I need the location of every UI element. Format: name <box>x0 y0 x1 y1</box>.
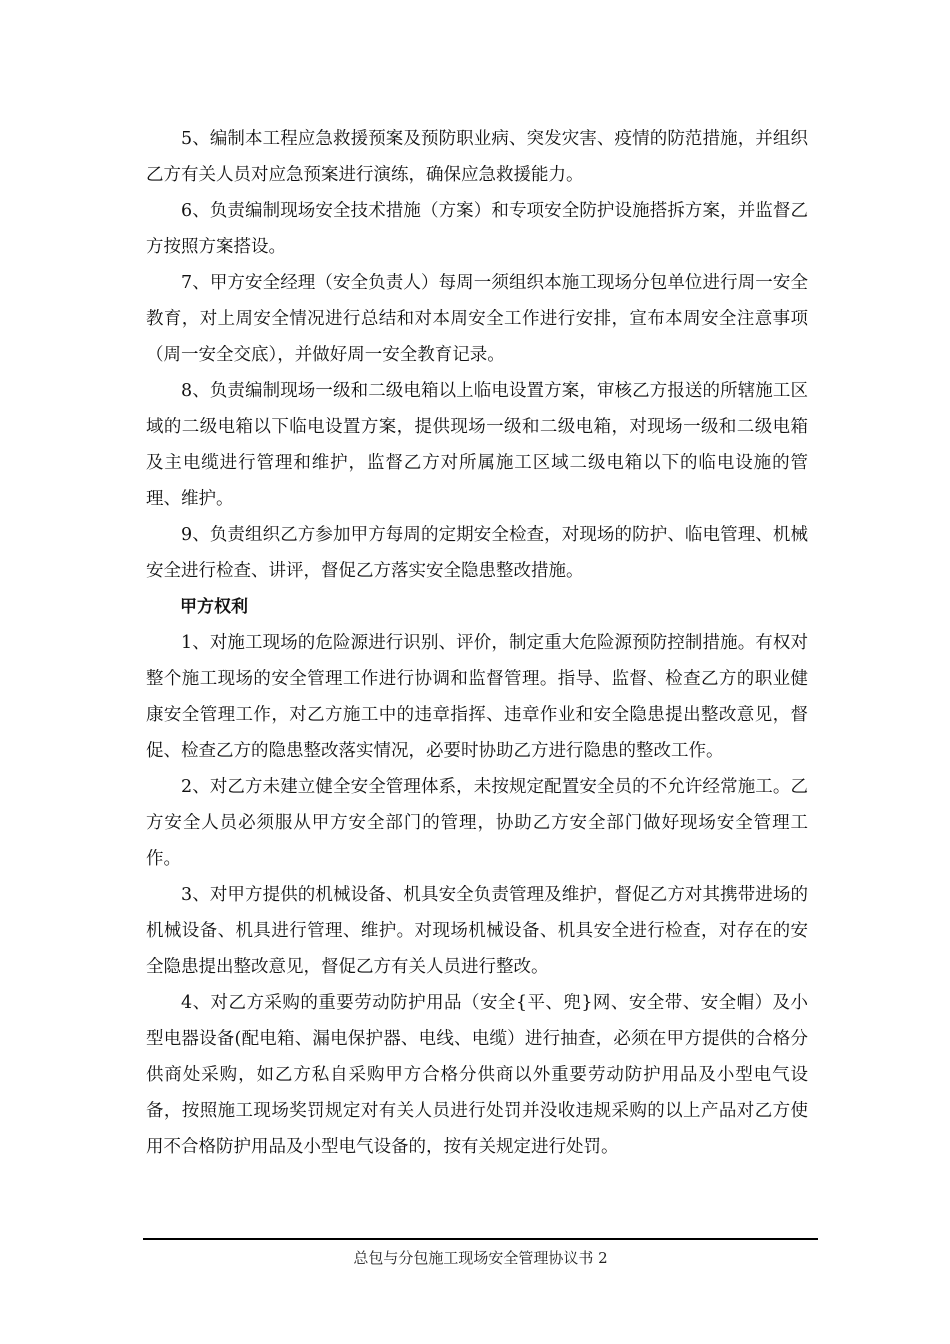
page-footer: 总包与分包施工现场安全管理协议书 2 <box>353 1249 608 1267</box>
section-heading: 甲方权利 <box>180 597 248 617</box>
rights-item-1: 1、对施工现场的危险源进行识别、评价，制定重大危险源预防控制措施。有权对整个施工现场的安全管理工作进行协调和监督管理。指导、监督、检查乙方的职业健康安全管理工作，对乙方施工中的违章指挥、违章作业和安全隐患提出整改意见，督促、检查乙方的隐患整改落实情况，必要时协助乙方进行隐患的整改工作。 <box>146 633 808 761</box>
rights-item-3: 3、对甲方提供的机械设备、机具安全负责管理及维护，督促乙方对其携带进场的机械设备、机具进行管理、维护。对现场机械设备、机具安全进行检查，对存在的安全隐患提出整改意见，督促乙方有关人员进行整改。 <box>146 885 808 977</box>
paragraph-item-8: 8、负责编制现场一级和二级电箱以上临电设置方案，审核乙方报送的所辖施工区域的二级电箱以下临电设置方案，提供现场一级和二级电箱，对现场一级和二级电箱及主电缆进行管理和维护，监督乙方对所属施工区域二级电箱以下的临电设施的管理、维护。 <box>146 381 808 509</box>
paragraph-item-9: 9、负责组织乙方参加甲方每周的定期安全检查，对现场的防护、临电管理、机械安全进行检查、讲评，督促乙方落实安全隐患整改措施。 <box>146 525 808 581</box>
paragraph-item-5: 5、编制本工程应急救援预案及预防职业病、突发灾害、疫情的防范措施，并组织乙方有关人员对应急预案进行演练，确保应急救援能力。 <box>146 129 808 185</box>
paragraph-item-6: 6、负责编制现场安全技术措施（方案）和专项安全防护设施搭拆方案，并监督乙方按照方案搭设。 <box>146 201 808 257</box>
rights-item-4: 4、对乙方采购的重要劳动防护用品（安全{平、兜}网、安全带、安全帽）及小型电器设备(配电箱、漏电保护器、电线、电缆）进行抽查，必须在甲方提供的合格分供商处采购，如乙方私自采购甲方合格分供商以外重要劳动防护用品及小型电气设备，按照施工现场奖罚规定对有关人员进行处罚并没收违规采购的以上产品对乙方使用不合格防护用品及小型电气设备的，按有关规定进行处罚。 <box>146 993 808 1157</box>
footer-divider <box>143 1238 818 1240</box>
rights-item-2: 2、对乙方未建立健全安全管理体系，未按规定配置安全员的不允许经常施工。乙方安全人员必须服从甲方安全部门的管理，协助乙方安全部门做好现场安全管理工作。 <box>146 777 808 869</box>
paragraph-item-7: 7、甲方安全经理（安全负责人）每周一须组织本施工现场分包单位进行周一安全教育，对上周安全情况进行总结和对本周安全工作进行安排，宣布本周安全注意事项（周一安全交底），并做好周一安全教育记录。 <box>146 273 808 365</box>
document-body <box>146 121 808 1165</box>
